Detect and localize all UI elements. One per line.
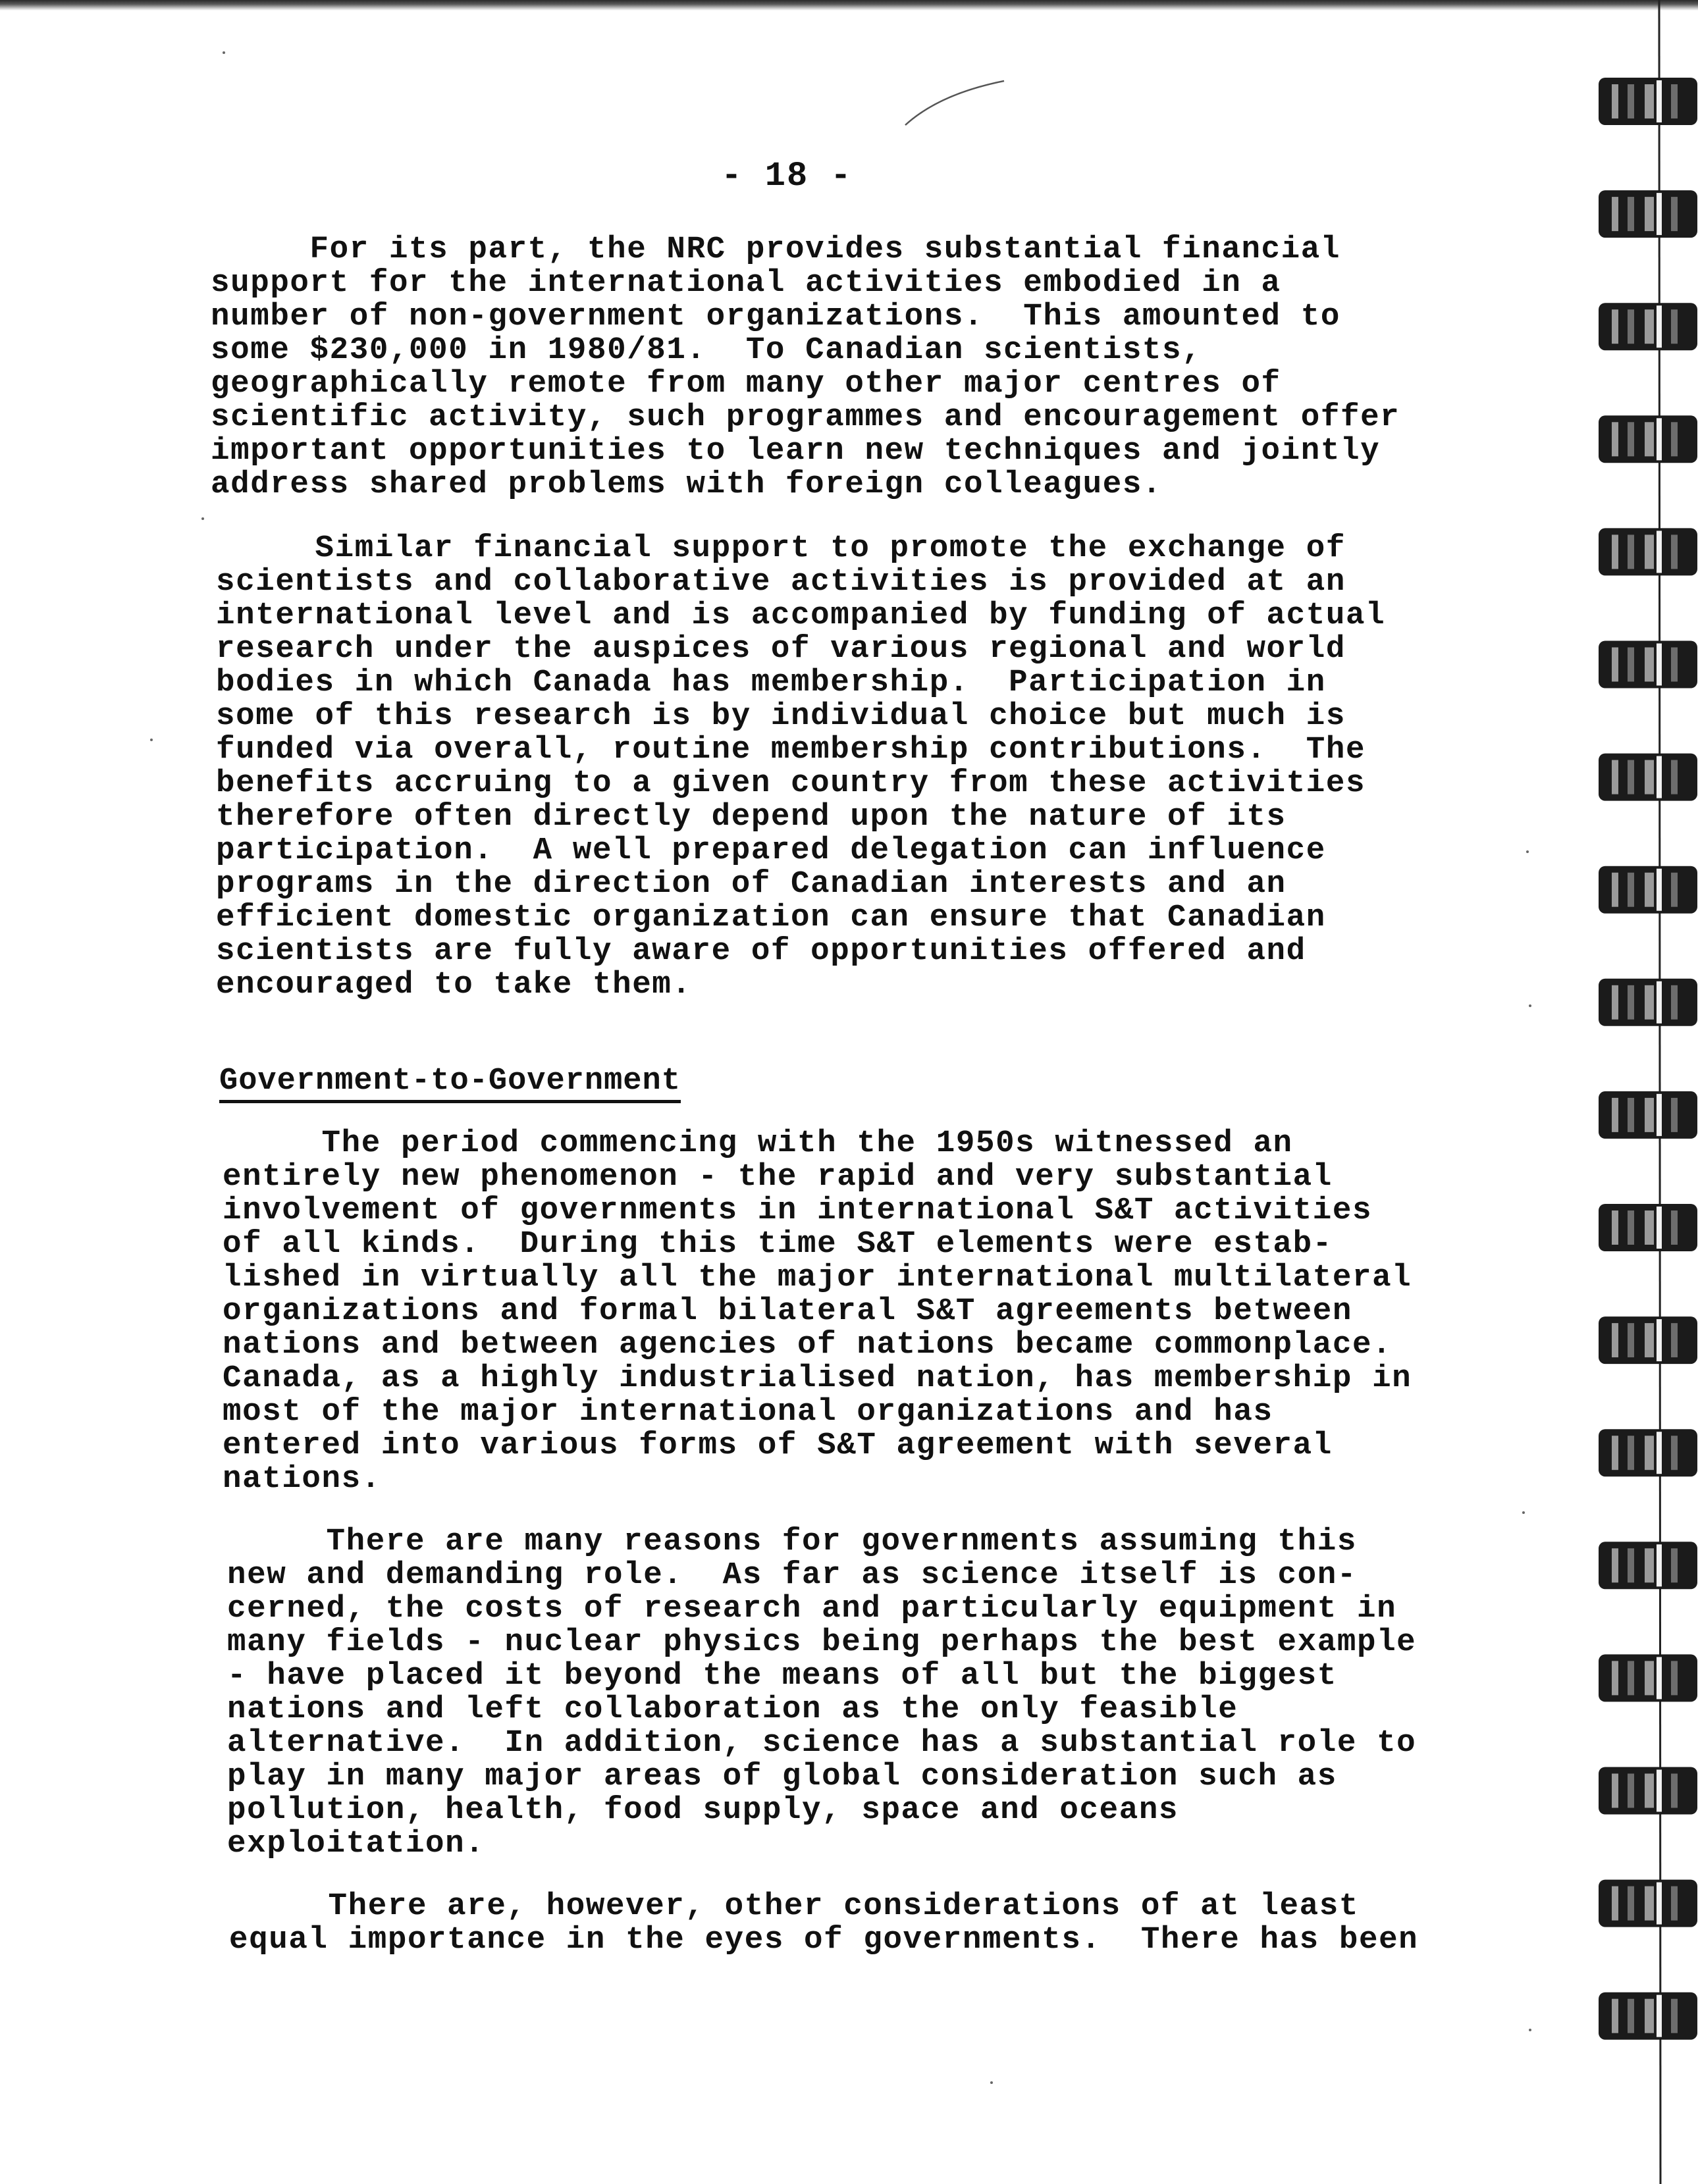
paragraph-government-involvement <box>223 1127 1412 1496</box>
text-line: benefits accruing to a given country from these activities <box>216 766 1366 801</box>
text-line: funded via overall, routine membership contributions. The <box>216 732 1366 767</box>
scan-speck <box>1526 850 1529 853</box>
paragraph-reasons <box>227 1525 1416 1861</box>
text-line: scientists are fully aware of opportunities offered and <box>216 933 1306 969</box>
section-heading: Government-to-Government <box>219 1064 681 1103</box>
text-line: nations and left collaboration as the only feasible <box>227 1692 1238 1727</box>
paragraph-nrc-support <box>211 233 1400 502</box>
binding-ring <box>1599 303 1697 350</box>
text-line: important opportunities to learn new techniques and jointly <box>211 433 1381 469</box>
text-line: Similar financial support to promote the exchange of <box>216 531 1346 566</box>
text-line: equal importance in the eyes of governments. There has been <box>229 1922 1419 1958</box>
binding-ring <box>1599 1204 1697 1251</box>
text-line: programs in the direction of Canadian interests and an <box>216 866 1287 902</box>
text-line: therefore often directly depend upon the nature of its <box>216 799 1287 835</box>
binding-ring <box>1599 641 1697 689</box>
text-line: nations and between agencies of nations became commonplace. <box>223 1327 1393 1363</box>
text-line: international level and is accompanied by funding of actual <box>216 598 1386 633</box>
binding-ring <box>1599 1542 1697 1589</box>
text-line: There are, however, other considerations of at least <box>229 1888 1359 1924</box>
text-line: some of this research is by individual choice but much is <box>216 698 1346 734</box>
text-line: lished in virtually all the major international multilateral <box>223 1260 1412 1295</box>
text-line: The period commencing with the 1950s witnessed an <box>223 1126 1293 1161</box>
binding-ring <box>1599 1091 1697 1139</box>
text-line: nations. <box>223 1461 381 1497</box>
binding-ring <box>1599 415 1697 463</box>
scan-speck <box>201 517 204 520</box>
text-line: address shared problems with foreign colleagues. <box>211 467 1163 502</box>
pencil-mark <box>902 78 1007 130</box>
text-line: There are many reasons for governments assuming this <box>227 1524 1357 1559</box>
text-line: Canada, as a highly industrialised nation, has membership in <box>223 1361 1412 1396</box>
binding-ring <box>1599 1316 1697 1364</box>
binding-ring <box>1599 754 1697 801</box>
text-line: For its part, the NRC provides substantial financial <box>211 232 1340 267</box>
text-line: scientists and collaborative activities is provided at an <box>216 564 1346 600</box>
binding-ring <box>1599 1880 1697 1927</box>
text-line: participation. A well prepared delegation can influence <box>216 833 1326 868</box>
scan-speck <box>1522 1511 1525 1514</box>
binding-ring <box>1599 866 1697 914</box>
binding-ring <box>1599 1767 1697 1815</box>
text-line: support for the international activities embodied in a <box>211 265 1281 301</box>
text-line: research under the auspices of various regional and world <box>216 631 1346 667</box>
binding-ring <box>1599 78 1697 125</box>
binding-ring <box>1599 190 1697 238</box>
scan-speck <box>223 51 225 54</box>
binding-ring <box>1599 528 1697 575</box>
binding-ring <box>1599 1992 1697 2040</box>
binding-ring <box>1599 1654 1697 1702</box>
text-line: new and demanding role. As far as science itself is con- <box>227 1557 1357 1593</box>
paragraph-financial-support <box>216 532 1385 1002</box>
binding-ring <box>1599 1429 1697 1476</box>
text-line: some $230,000 in 1980/81. To Canadian scientists, <box>211 332 1202 368</box>
text-line: bodies in which Canada has membership. Participation in <box>216 665 1326 700</box>
text-line: involvement of governments in international S&T activities <box>223 1193 1373 1228</box>
text-line: alternative. In addition, science has a substantial role to <box>227 1725 1417 1761</box>
text-line: geographically remote from many other major centres of <box>211 366 1281 402</box>
scan-speck <box>990 2081 993 2084</box>
scan-speck <box>150 739 153 741</box>
text-line: most of the major international organizations and has <box>223 1394 1273 1430</box>
spiral-binding <box>1593 0 1698 2184</box>
text-line: many fields - nuclear physics being perhaps the best example <box>227 1625 1417 1660</box>
scanner-top-edge <box>0 0 1698 11</box>
scan-speck <box>1529 1004 1531 1007</box>
text-line: - have placed it beyond the means of all but the biggest <box>227 1658 1337 1694</box>
text-line: entered into various forms of S&T agreement with several <box>223 1428 1333 1463</box>
text-line: cerned, the costs of research and particularly equipment in <box>227 1591 1397 1626</box>
text-line: play in many major areas of global consideration such as <box>227 1759 1337 1794</box>
text-line: entirely new phenomenon - the rapid and very substantial <box>223 1159 1333 1195</box>
page-number: - 18 - <box>721 157 853 195</box>
text-line: efficient domestic organization can ensure that Canadian <box>216 900 1326 935</box>
text-line: pollution, health, food supply, space and oceans <box>227 1792 1179 1828</box>
text-line: number of non-government organizations. This amounted to <box>211 299 1340 334</box>
text-line: of all kinds. During this time S&T elements were estab- <box>223 1226 1333 1262</box>
text-line: organizations and formal bilateral S&T agreements between <box>223 1293 1352 1329</box>
scan-speck <box>1529 2029 1531 2031</box>
paragraph-other-considerations <box>229 1890 1418 1957</box>
text-line: exploitation. <box>227 1826 485 1861</box>
binding-ring <box>1599 979 1697 1026</box>
text-line: scientific activity, such programmes and encouragement offer <box>211 400 1400 435</box>
text-line: encouraged to take them. <box>216 967 692 1002</box>
